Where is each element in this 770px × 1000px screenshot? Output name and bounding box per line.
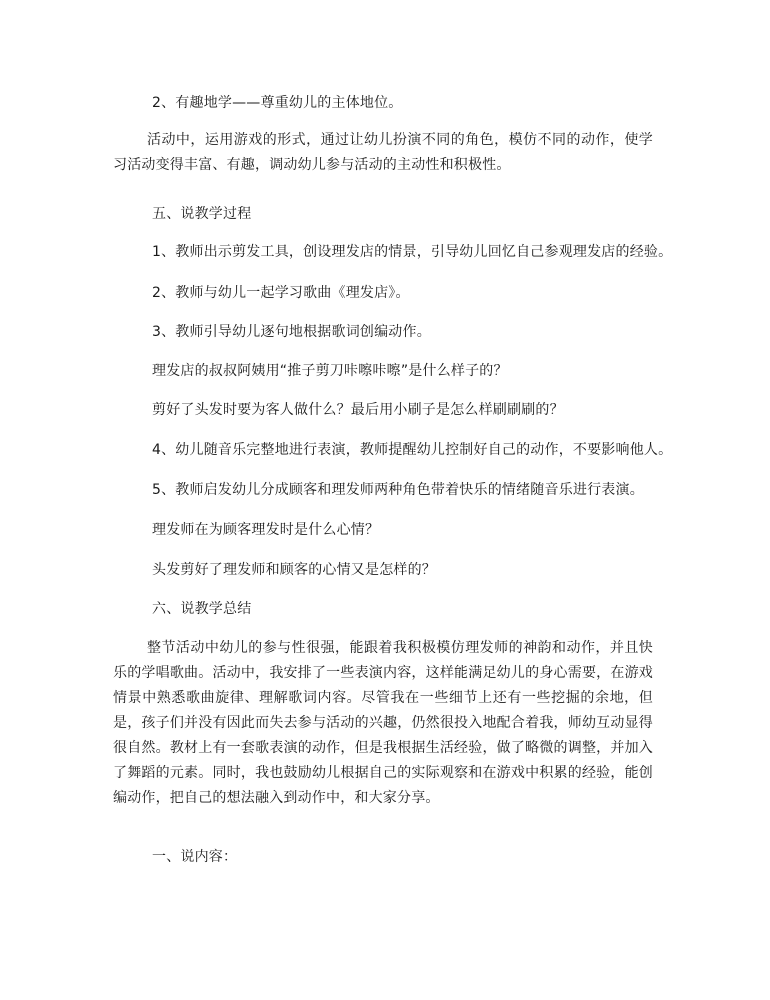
question-2: 剪好了头发时要为客人做什么？最后用小刷子是怎么样刷刷刷的？ — [152, 402, 564, 418]
heading-content: 一、说内容： — [152, 849, 238, 865]
step-1: 1、教师出示剪发工具，创设理发店的情景，引导幼儿回忆自己参观理发店的经验。 — [152, 244, 673, 260]
section-line-interesting-learning: 2、有趣地学——尊重幼儿的主体地位。 — [152, 95, 403, 111]
question-1: 理发店的叔叔阿姨用“推子剪刀咔嚓咔嚓”是什么样子的？ — [152, 363, 508, 379]
step-3: 3、教师引导幼儿逐句地根据歌词创编动作。 — [152, 324, 431, 340]
paragraph-summary: 整节活动中幼儿的参与性很强，能跟着我积极模仿理发师的神韵和动作，并且快乐的学唱歌曲。活动中，我安排了一些表演内容，这样能满足幼儿的身心需要，在游戏情景中熟悉歌曲旋律、理解歌词内容。尽管我在一些细节上还有一些挖掘的余地，但是，孩子们并没有因此而失去参与活动的兴趣，仍然很投入地配合着我，师幼互动显得很自然。教材上有一套歌表演的动作，但是我根据生活经验，做了略微的调整，并加入了舞蹈的元素。同时，我也鼓励幼儿根据自己的实际观察和在游戏中积累的经验，能创编动作，把自己的想法融入到动作中，和大家分享。 — [113, 640, 653, 806]
step-5: 5、教师启发幼儿分成顾客和理发师两种角色带着快乐的情绪随音乐进行表演。 — [152, 482, 644, 498]
step-4: 4、幼儿随音乐完整地进行表演，教师提醒幼儿控制好自己的动作，不要影响他人。 — [152, 442, 673, 458]
paragraph-activity-games: 活动中，运用游戏的形式，通过让幼儿扮演不同的角色，模仿不同的动作，使学习活动变得丰富、有趣，调动幼儿参与活动的主动性和积极性。 — [113, 132, 653, 173]
question-3: 理发师在为顾客理发时是什么心情？ — [152, 522, 380, 538]
heading-teaching-summary: 六、说教学总结 — [152, 601, 252, 617]
heading-teaching-process: 五、说教学过程 — [152, 206, 252, 222]
question-4: 头发剪好了理发师和顾客的心情又是怎样的？ — [152, 562, 436, 578]
step-2: 2、教师与幼儿一起学习歌曲《理发店》。 — [152, 285, 410, 301]
